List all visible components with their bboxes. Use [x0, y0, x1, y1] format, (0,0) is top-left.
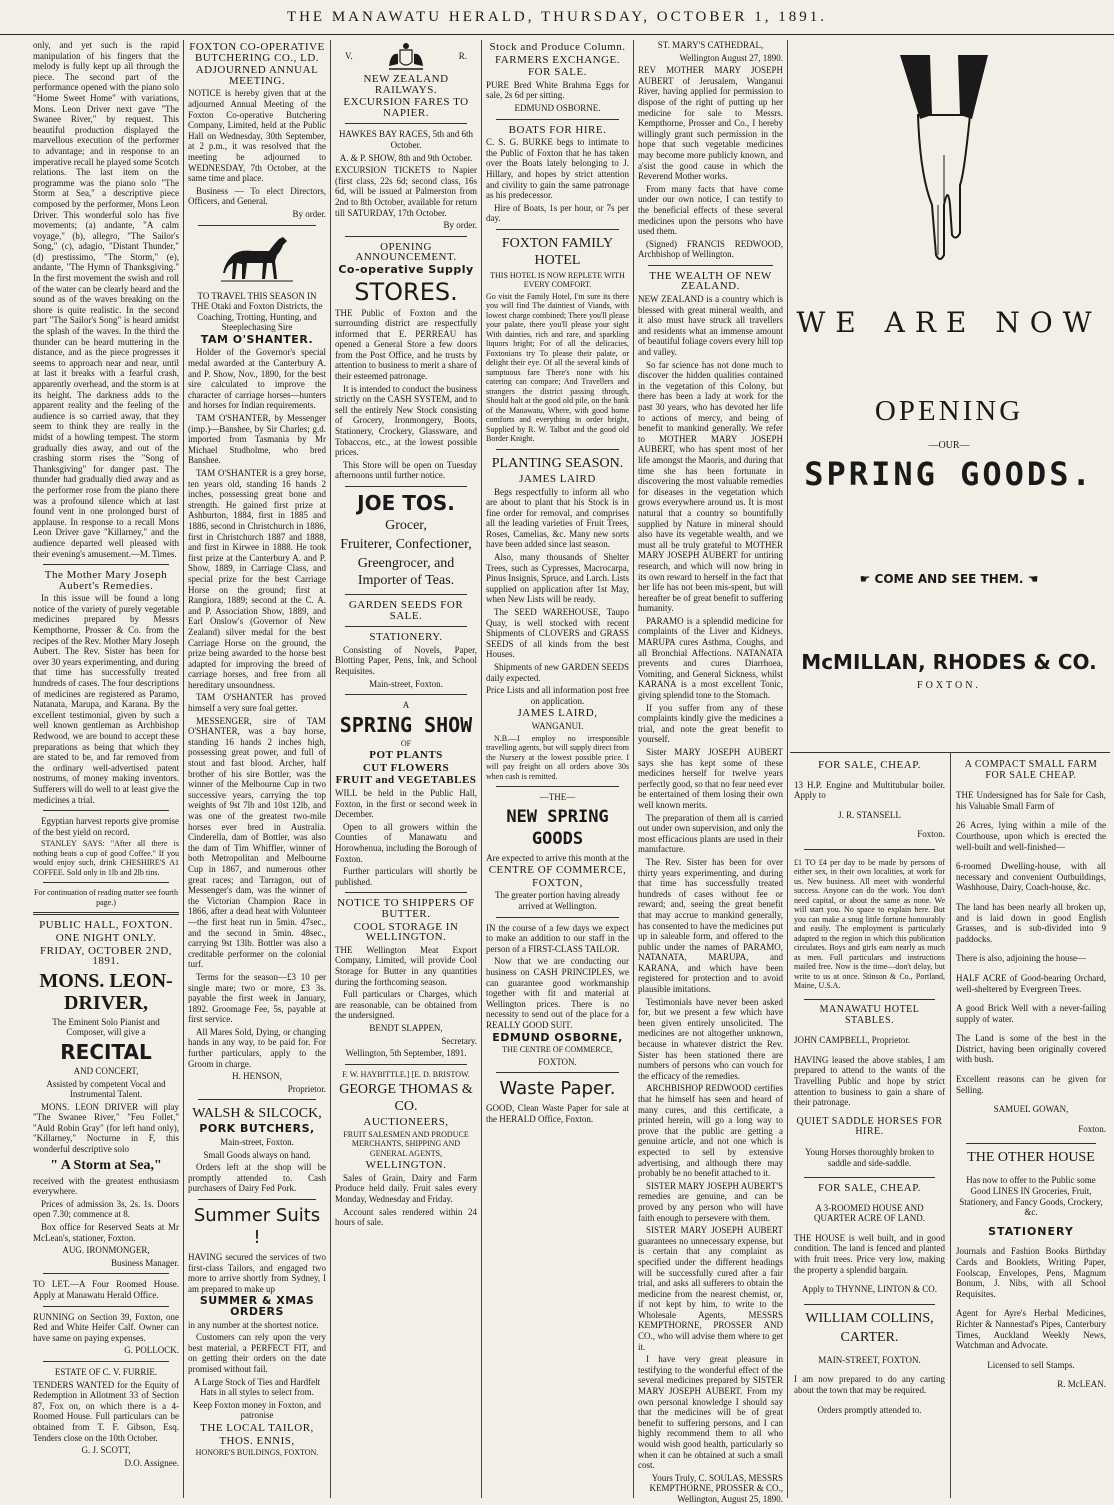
ad-firm-name: McMILLAN, RHODES & CO. [801, 650, 1097, 674]
column-rule [330, 40, 331, 1498]
article-signature: (Signed) FRANCIS REDWOOD, Archbishop of Wellington. [638, 238, 783, 260]
ad-text: Begs respectfully to inform all who are about to plant that his Stock is in fine order for removal, and comprises all the leading varieties of Fruit Trees, Roses, Camelias, &c. Many new sorts have been added since last season. [486, 486, 629, 550]
ad-callout [792, 572, 1106, 586]
ad-text: Now that we are conducting our business on CASH PRINCIPLES, we can guarantee good workmanship together with fit and material at Wellington prices. There is no necessity to send out of the place for a REALLY GOOD SUIT. [486, 956, 629, 1030]
divider [496, 229, 619, 230]
ad-signature: J. R. STANSELL [838, 809, 901, 820]
ad-text: received with the greatest enthusiasm everywhere. [33, 1175, 179, 1197]
ad-heading: OPENING ANNOUNCEMENT. [355, 240, 457, 264]
ad-subheading: SUMMER & XMAS ORDERS [199, 1294, 315, 1318]
ad-signature: THOS. ENNIS, [219, 1434, 295, 1447]
ad-signature: SAMUEL GOWAN, [993, 1104, 1069, 1115]
article-text: I have very great pleasure in testifying to the wonderful effect of the several medicines prepared by SISTER MARY JOSEPH AUBERT. From my own personal knowledge I should say that the medicines will be of great benefit to suffering persons, and I can highly recommend them to all who would wish good health, particularly so when it can be obtained at such a small cost. [638, 1354, 783, 1471]
ad-text: F. W. HAYBITTLE.] [E. D. BRISTOW. [342, 1069, 470, 1079]
ad-headline: OPENING [874, 395, 1024, 427]
ad-text: Are expected to arrive this month at the [486, 852, 629, 863]
article-text: SISTER MARY JOSEPH AUBERT guarantees no unnecessary expense, but is certain that any complaint as specified under the different headings will be successfully cured after a fair trial, and asks all sufferers to obtain the medicine from the nearest chemist, or, if not kept by him, to write to the Wholesale Agents, MESSRS KEMPTHORNE, PROSSER AND CO., who will advise them where to get it. [638, 1225, 783, 1352]
divider [804, 849, 935, 850]
divider [43, 564, 169, 565]
ad-text: PURE Bred White Brahma Eggs for sale, 2s 6d per sitting. [486, 79, 629, 101]
divider [804, 999, 935, 1000]
ad-subheading: AUCTIONEERS, [363, 1116, 449, 1129]
ad-heading: MANAWATU HOTEL STABLES. [819, 1003, 920, 1026]
ad-text: A [402, 700, 410, 711]
ad-text: Fruiterer, Confectioner, [340, 537, 472, 552]
ad-text: Small Goods always on hand. [203, 1149, 311, 1160]
divider [966, 1143, 1096, 1144]
divider [345, 892, 467, 893]
ad-text: OF [400, 738, 412, 748]
ad-title: WILLIAM COLLINS, [805, 1310, 934, 1326]
ad-title: STORES. [354, 277, 458, 306]
ad-title: Waste Paper. [499, 1078, 616, 1100]
divider [43, 1273, 169, 1274]
divider [496, 917, 619, 918]
ad-signature: AUG. IRONMONGER, [62, 1245, 150, 1256]
ad-text: All Mares Sold, Dying, or changing hands in any way, to be paid for. For further particulars, apply to the Groom in charge. [188, 1026, 326, 1069]
divider [33, 912, 179, 915]
masthead-title: THE MANAWATU HERALD, THURSDAY, OCTOBER 1, 1891. [286, 8, 828, 25]
column-3 [332, 40, 480, 1498]
ad-headline: WE ARE NOW [796, 306, 1102, 339]
ad-text: Further particulars will shortly be published. [335, 866, 477, 887]
ad-text: Sales of Grain, Dairy and Farm Produce held daily. Fruit sales every Monday, Wednesday and Friday. [335, 1172, 477, 1205]
ad-text: Consisting of Novels, Paper, Blotting Paper, Pens, Ink, and School Requisites. [335, 644, 477, 676]
ad-subheading: FRUIT and VEGETABLES [335, 774, 477, 787]
divider [345, 694, 467, 695]
ad-text: Open to all growers within the Counties of Manawatu and Horowhenua, including the Borough of Foxton. [335, 821, 477, 864]
ad-signature: R. McLEAN. [1057, 1379, 1106, 1390]
ad-text: Holder of the Governor's special medal awarded at the Canterbury A. and P. Show, Nov., 1890, for the best sire calculated to improve the character of carriage horses—hunters and horses for Indian requirements. [188, 347, 326, 411]
ad-title: " A Storm at Sea," [50, 1157, 162, 1173]
ad-text: GOOD, Clean Waste Paper for sale at the HERALD Office, Foxton. [486, 1103, 629, 1124]
ad-text: AND CONCERT, [73, 1065, 139, 1076]
ad-signature: HONORE'S BUILDINGS, FOXTON. [195, 1448, 319, 1458]
ad-signature: D.O. Assignee. [124, 1457, 179, 1468]
ad-signature: Foxton. [1078, 1123, 1106, 1134]
ad-text: Wellington, 5th September, 1891. [345, 1048, 467, 1059]
ad-title: FOXTON FAMILY HOTEL [501, 235, 614, 268]
ad-subheading: THE CENTRE OF COMMERCE, [502, 1045, 613, 1055]
ad-text: Also, many thousands of Shelter Trees, such as Cypresses, Macrocarpa, Pinus Insignis, Spruce, and Larch. Lists supplied on application after 1st May, when New Lists will be ready. [486, 552, 629, 605]
ad-text: —THE— [539, 792, 576, 803]
divider [43, 1361, 169, 1362]
ad-signature: EDMUND OSBORNE. [514, 102, 601, 113]
ad-subheading: CENTRE OF COMMERCE, [488, 864, 627, 877]
ad-text: Licensed to sell Stamps. [987, 1359, 1075, 1370]
divider [345, 486, 467, 487]
article-text: If you suffer from any of these complaints kindly give the medicines a trial, and note the great benefit to yourself. [638, 702, 783, 745]
ad-subheading: THIS HOTEL IS NOW REPLETE WITH EVERY COMFORT. [490, 270, 625, 290]
divider [496, 119, 619, 120]
ad-text: Assisted by competent Vocal and Instrumental Talent. [46, 1078, 166, 1100]
ad-text: THE Wellington Meat Export Company, Limited, will provide Cool Storage for Butter in any quantities during the forthcoming season. [335, 944, 477, 987]
ad-signature: By order. [292, 208, 326, 219]
ad-text: A Large Stock of Ties and Hardfelt Hats in all styles to select from. [193, 1376, 321, 1398]
divider [648, 265, 773, 266]
ad-text: HAWKES BAY RACES, 5th and 6th October. [338, 129, 474, 150]
ad-text: MONS. LEON DRIVER will play "The Swanee River," "Feu Follet," "Auld Robin Gray" (for left hand only), "Killarney," Nocturne in F, this wonderful descriptive solo [33, 1101, 179, 1155]
article-heading: THE WEALTH OF NEW ZEALAND. [649, 269, 772, 293]
horse-illustration-icon [217, 231, 297, 287]
ad-text: TAM O'SHANTER has proved himself a very sure foal getter. [188, 692, 326, 714]
ad-text: Greengrocer, and Importer of Teas. [357, 556, 455, 588]
ad-title: SPRING SHOW [339, 712, 473, 737]
ad-text: Has now to offer to the Public some Good LINES IN Groceries, Fruit, Stationery, and Fancy Goods, Crockery, &c. [959, 1175, 1103, 1218]
ad-text: The land has been nearly all broken up, and is laid down in good English Grasses, and is sub-divided into 9 paddocks. [956, 901, 1106, 944]
ad-text: I am now prepared to do any carting about the town that may be required. [794, 1374, 945, 1396]
ad-text: THE Public of Foxton and the surrounding district are respectfully informed that E. PERREAU has opened a General Store a few doors from the Post Office, and he trusts by attention to business to merit a share of their esteemed patronage. [335, 307, 477, 382]
divider [804, 1304, 935, 1305]
ad-date: FRIDAY, OCTOBER 2ND, 1891. [39, 944, 173, 968]
divider [345, 626, 467, 627]
ad-heading: FOXTON CO-OPERATIVE BUTCHERING CO., LD. [189, 41, 325, 64]
ad-subheading: PORK BUTCHERS, [199, 1122, 315, 1136]
ad-text: £1 TO £4 per day to be made by persons of either sex, in their own localities, at work for us. New business. All meet with wonderful success. Anyone can do the work. You don't need capital, or about the same as none. We will start you. No space to explain here. But you can make a snug little fortune honourably and easily. The employment is particularly adapted to the region in which this publication circulates. Boys and girls earn nearly as much as men. Full particulars and instructions mailed free. Now is the time—don't delay, but write to us at once. Stinson & Co., Portland, Maine, U.S.A. [794, 857, 945, 991]
ad-text: NOTICE is hereby given that at the adjourned Annual Meeting of the Foxton Co-operative Butchering Company, Limited, held at the Public Hall on Wednesday, 30th September, at 2 p.m., it was resolved that the meeting be adjourned to WEDNESDAY, 7th October, at the same time and place. [188, 88, 326, 184]
ad-text: This Store will be open on Tuesday afternoons until further notice. [335, 459, 477, 481]
ad-heading: GARDEN SEEDS FOR SALE. [348, 599, 464, 622]
ad-text: THE HOUSE is well built, and in good condition. The land is fenced and planted with fruit trees. Price very low, making the property a splendid bargain. [794, 1232, 945, 1275]
ad-heading: BOATS FOR HIRE. [508, 123, 607, 136]
ad-text: IN the course of a few days we expect to make an addition to our staff in the person of a FIRST-CLASS TAILOR. [486, 922, 629, 954]
column-rule [950, 752, 951, 1498]
divider [496, 786, 619, 787]
ad-text: Young Horses thoroughly broken to saddle and side-saddle. [804, 1146, 935, 1168]
ad-text: Shipments of new GARDEN SEEDS daily expected. [486, 662, 629, 683]
article-text: So far science has not done much to discover the hidden qualities contained in the vegetation of this Colony, but there has been a lady at work for the past 30 years, who has devoted her life to actions of mercy, and being of benefit to mankind generally. We refer to MOTHER MARY JOSEPH AUBERT, who has spent most of her life amongst the Maoris, and during that time she has been fortunate in discovering the most valuable remedies for diseases in the vegetation which grows everywhere around us. It is most natural that a country so bountifully supplied by Nature in mineral should also have its vegetable wealth, and we must all be truly grateful to MOTHER MARY JOSEPH AUBERT for untiring research, and which will now bring in its own reward to herself in the fact that her life has not been mis-spent, but will hereafter be of great benefit to suffering humanity. [638, 359, 783, 614]
ad-verse: Go visit the Family Hotel, I'm sure its there you will find The daintiest of Viands, with lowest charge combined; There you'll please your palate, there you'll please your sight With dainties, rich and rare, and sparkling liquors bright; For of all the delicacies, Foxtonians try To please their palate, or delight their eye. Of all the several kinds of sumptuous fare There's none with his catering can compare; And Travellers and strangers the district passing through, Should halt at the good old pile, on the bank of the Manawatu, Where, with good home comforts and everything in order bright, Supplied by R. W. Talbot and the good old Border Knight. [486, 291, 629, 444]
article-text: ARCHBISHOP REDWOOD certifies that he himself has seen and heard of many cures, and this certificate, a printed herein, will go a long way to prove that the public are getting a genuine article, and not one which is expected to sell by extensive advertising, and although there may probably be no benefit attached to it. [638, 1083, 783, 1179]
ad-signature: G. POLLOCK. [124, 1345, 179, 1356]
ad-subheading: ONE NIGHT ONLY. [55, 931, 157, 944]
ad-title: Summer Suits ! [193, 1205, 321, 1248]
ad-text: Customers can rely upon the very best material, a PERFECT FIT, and on getting their orders on the date promised without fail. [188, 1332, 326, 1374]
ad-subheading: FOXTON, [532, 876, 583, 889]
ad-signature: Secretary. [441, 1035, 477, 1046]
ad-text: HALF ACRE of Good-bearing Orchard, well-sheltered by Evergreen Trees. [956, 972, 1106, 994]
ad-text: Orders promptly attended to. [817, 1404, 922, 1415]
divider [345, 123, 467, 124]
royal-arms-header [335, 40, 477, 72]
article-signature: Yours Truly, C. SOULAS, MESSRS KEMPTHORNE, PROSSER & CO., Wellington, August 25, 1890. [649, 1472, 783, 1504]
ad-heading: STATIONERY. [369, 631, 443, 644]
ad-heading: FOR SALE, CHEAP. [818, 1182, 921, 1195]
ad-text: Journals and Fashion Books Birthday Cards and Booklets, Writing Paper, Foolscap, Envelopes, Pens, Magnum Bonum, J. Nibs, with all School Requisites. [956, 1246, 1106, 1299]
article-text: In this issue will be found a long notice of the variety of purely vegetable medicines prepared by Messrs Kempthorne, Prosser & Co. from the recipes of the Rev. Mother Mary Joseph Aubert. The Rev. Sister has been for over 30 years experimenting, and during that time has successfully treated hundreds of cases. The four descriptions of medicines are registered as Paramo, Natanata, Marupa, and Karana. By the excellent testimonial, given by such a well known gentleman as Archbishop Redwood, we are bound to accept these preparations as being that which they are stated to be, and far removed from the ordinary well-advertised patent nostrums, of money making inventors. Sufferers will do well to at least give the medicines a trial. [33, 593, 179, 805]
ad-text: Prices of admission 3s, 2s. 1s. Doors open 7.30; commence at 8. [33, 1198, 179, 1220]
ad-title: THE OTHER HOUSE [967, 1150, 1095, 1166]
divider [43, 1306, 169, 1307]
divider [345, 236, 467, 237]
ad-text: EXCURSION TICKETS to Napier (first class, 22s 6d; second class, 16s 6d, will be issued at Palmerston from 2nd to 8th October, available for return till SATURDAY, 17th October. [335, 165, 477, 218]
ad-subheading: JAMES LAIRD [519, 472, 596, 485]
divider [496, 449, 619, 450]
ad-subheading: FOR SALE. [528, 66, 587, 79]
ad-text: RUNNING on Section 39, Foxton, one Red and White Heifer Calf. Owner can have same on paying expenses. [33, 1311, 179, 1343]
divider [345, 1064, 467, 1065]
ad-signature: Apply to THYNNE, LINTON & CO. [802, 1284, 937, 1295]
ad-text: A. & P. SHOW, 8th and 9th October. [339, 152, 473, 163]
ad-text: 26 Acres, lying within a mile of the Courthouse, upon which is erected the well-built and well-finished— [956, 820, 1106, 852]
ad-text: Grocer, [385, 518, 427, 533]
ad-text: Main-street, Foxton. [220, 1137, 294, 1148]
ad-title: GEORGE THOMAS & CO. [339, 1082, 473, 1115]
divider [43, 810, 169, 811]
ad-text: V. [345, 50, 353, 61]
ad-title: CARTER. [840, 1329, 899, 1345]
ad-text: Terms for the season—£3 10 per single mare; two or more, £3 3s. payable the first week in January, 1892. Groomage Fee, 5s, payable at first service. [188, 971, 326, 1025]
ad-text: The greater portion having already arrived at Wellington. [495, 890, 620, 912]
article-text: NEW ZEALAND is a country which is blessed with great mineral wealth, and it also must have struck all travellers and residents what an immense amount of beautiful foliage covers every hill top and valley. [638, 294, 783, 358]
ad-subheading: Co-operative Supply [338, 262, 474, 276]
article-text: Sister MARY JOSEPH AUBERT says she has kept some of these medicines herself for twelve years perfectly good, so that no fear need ever be entertained of them losing their own well known merits. [638, 747, 783, 810]
divider [198, 225, 316, 226]
ad-text: The Eminent Solo Pianist and Composer, will give a [52, 1016, 160, 1038]
ad-text: The Land is some of the best in the District, having been originally covered with bush. [956, 1033, 1106, 1065]
ad-signature: WANGANUI. [531, 720, 584, 731]
ad-subheading: QUIET SADDLE HORSES FOR HIRE. [796, 1115, 943, 1138]
ad-headline: SPRING GOODS. [804, 455, 1094, 493]
ad-text: FRUIT SALESMEN AND PRODUCE MERCHANTS, SHIPPING AND GENERAL AGENTS, [343, 1129, 469, 1158]
ad-title: THE LOCAL TAILOR, [200, 1421, 314, 1434]
ad-heading: FARMERS EXCHANGE. [494, 53, 621, 66]
ad-signature: By order. [443, 220, 477, 231]
ad-heading: FOR SALE, CHEAP. [818, 759, 921, 771]
ad-subheading: ADJOURNED ANNUAL MEETING. [195, 64, 319, 87]
ad-signature: JAMES LAIRD, [517, 707, 598, 720]
column-rule [481, 40, 482, 1498]
ad-signature: Foxton. [917, 829, 945, 840]
ad-signature: BENDT SLAPPEN, [369, 1022, 443, 1033]
ad-text: HAVING secured the services of two first-class Tailors, and engaged two more to arrive shortly from Sydney, I am prepared to make up [188, 1252, 326, 1294]
divider [345, 594, 467, 595]
article-text: STANLEY SAYS: "After all there is nothing beats a cup of good Coffee." If you would enjoy such, drink CHESHIRE'S A1 COFFEE. Sold only in 1lb and 2lb tins. [33, 839, 179, 877]
ad-text: Excellent reasons can be given for Selling. [956, 1074, 1106, 1095]
ad-text: Agent for Ayre's Herbal Medicines, Richter & Nannestad's Pipes, Canterbury Times, Auckland Weekly News, Watchman and Advocate. [956, 1308, 1106, 1351]
pointing-hand-icon [880, 55, 1010, 265]
article-heading: The Mother Mary Joseph Aubert's Remedies. [44, 569, 168, 592]
ad-heading: ESTATE OF C. V. FURRIE. [54, 1366, 158, 1377]
column-1 [30, 40, 182, 1498]
ad-text: 13 H.P. Engine and Multitubular boiler. Apply to [794, 779, 945, 801]
ad-location: FOXTON. [917, 680, 981, 691]
column-4 [483, 40, 632, 1498]
ad-text: A good Brick Well with a never-failing supply of water. [956, 1003, 1106, 1024]
royal-coat-of-arms-icon [383, 40, 429, 72]
ad-title: JOE TOS. [357, 491, 455, 515]
article-text: SISTER MARY JOSEPH AUBERT'S remedies are genuine, and can be proved by any person who will have faith enough to persevere with them. [638, 1180, 783, 1223]
ad-heading: A COMPACT SMALL FARM FOR SALE CHEAP. [964, 759, 1098, 781]
ad-title: TAM O'SHANTER. [200, 332, 314, 346]
ad-title: PLANTING SEASON. [491, 455, 624, 471]
ad-text: Full particulars or Charges, which are reasonable, can be obtained from the undersigned. [335, 989, 477, 1021]
ad-title: EDMUND OSBORNE, [492, 1030, 623, 1044]
sub-column-right [952, 758, 1110, 1498]
ad-signature: Proprietor. [287, 1083, 326, 1094]
ad-subheading: A 3-ROOMED HOUSE AND QUARTER ACRE OF LAND. [814, 1202, 925, 1224]
ad-title: RECITAL [60, 1039, 152, 1064]
ad-text: Business — To elect Directors, Officers, and General. [188, 185, 326, 207]
ad-subheading: POT PLANTS [369, 749, 443, 762]
pointing-finger-icon: ☚ [1023, 572, 1039, 586]
ad-subheading: WELLINGTON. [365, 1159, 447, 1172]
ad-heading: PUBLIC HALL, FOXTON. [39, 919, 173, 932]
divider [198, 1199, 316, 1200]
ad-text: —OUR— [928, 440, 970, 451]
article-text: Egyptian harvest reports give promise of the best yield on record. [33, 816, 179, 837]
divider [496, 1072, 619, 1073]
ad-title: WALSH & SILCOCK, [192, 1106, 322, 1122]
ad-title: NEW SPRING GOODS [506, 806, 609, 849]
ad-subheading: MAIN-STREET, FOXTON. [818, 1354, 921, 1365]
ad-text: in any number at the shortest notice. [188, 1319, 319, 1330]
ad-heading: NEW ZEALAND RAILWAYS. [363, 73, 449, 96]
ad-signature: G. J. SCOTT, [81, 1445, 131, 1456]
ad-text: THE Undersigned has for Sale for Cash, his Valuable Small Farm of [956, 790, 1106, 811]
column-5 [635, 40, 786, 1504]
ad-text: TO LET.—A Four Roomed House. Apply at Manawatu Herald Office. [33, 1279, 179, 1300]
article-heading: ST. MARY'S CATHEDRAL, [657, 40, 764, 50]
ad-text: TAM O'SHANTER is a grey horse, ten years old, standing 16 hands 2 inches, possessing great bone and strength. He gained first prize at Ashburton, 1884, first in 1885 and 1886, second in Christchurch in 1886, first in Christchurch 1887 and 1888, and first in Kirwee in 1888. He took first prize at the Canterbury A. and P. Show, 1889, in Carriage Class, and special prize for the best Carriage Horse on the ground; first at Rangiora, 1889; second at the C. A. and P. Association Show, 1889, and Earl Onslow's (Governor of New Zealand) silver medal for the best Carriage Horse on the ground, the prize being awarded to the horse best adapted for improving the breed of carriage horses, and free from all hereditary unsoundness. [188, 468, 326, 690]
ad-text: TENDERS WANTED for the Equity of Redemption in Allotment 33 of Section 87, Fox on, on which there is a 4-Roomed House. Full particulars can be obtained from T. F. Gibson, Esq. Tenders close on the 10th October. [33, 1379, 179, 1443]
ad-heading: NOTICE TO SHIPPERS OF BUTTER. [337, 897, 475, 920]
divider [198, 1099, 316, 1100]
ad-signature: H. HENSON, [232, 1071, 282, 1082]
ad-title: MONS. LEON-DRIVER, [39, 969, 173, 1014]
article-text: Testimonials have never been asked for, but we present a few which have been given entirely unsolicited. The medicines are not altogether unknown, because in whatever district the Rev. Sister has been stationed there are numbers of persons who can vouch for the efficacy of the remedies. [638, 996, 783, 1081]
article-text: only, and yet such is the rapid manipulation of his fingers that the melody is fully kept up all through the piece. The second part of the performance opened with the piano solo "Home Sweet Home" with variations, Mons. Leon Driver next gave "The Swanee River," by request. This beautiful production displayed the marvellous execution of the performer to advantage; and in response to an imperative recall he played some Scotch relations. The last item on the programme was the piano solo "The Storm at Sea," a descriptive piece composed by the performer, Mons Leon Driver. This wonderful solo has five movements; (a) andante, "A calm voyage," (b), allegro, "The Sailor's Song," (c), adagio, "Distant Thunder," (d) prestissimo, "The Storm," (e), andante, "The Hymn of Thanksgiving." In the first movement the swish and roll of the water can be clearly heard and the sound as of the waves breaking on the shore is quite realistic. In the second part "The Sailor's Song" is heard amidst the splash of the waves. In the third the thunder can be heard muttering in the distance, and as the piece progresses it seems to approach near and near, until at last it breaks with a fearful crash, apparently overhead, and the storm is at its height. The darkness adds to the apparent reality and the feeling of the audience is so carried away, that they seem to think they are really in the midst of a howling tempest. The storm gradually dies away, and out of the crashing storm rises the "Song of Thanksgiving" for danger past. The thunder had gradually died away and as the performer rose from the piano there was a profound silence which at last found vent in one prolonged burst of applause. In response to a recall Mons Leon Driver gave "Killarney," and the audience departed well pleased with their evening's amusement.—M. Times. [33, 40, 179, 559]
continuation-note: For continuation of reading matter see fourth page.) [34, 888, 178, 907]
ad-text: MESSENGER, sire of TAM O'SHANTER, was a bay horse, standing 16 hands 2 inches high, possessing great power, and full of stout and fast blood. Archer, half brother of his sire Bottler, was the winner of the Melbourne Cup in two successive years, carrying the top weights of 9st 7lb and 10st 12lb, and was one of the greatest two-mile horses ever bred in Australia. Cinderella, dam of Bottler, was also the dam of Tim Whiffler, winner of both Metropolitan and Melbourne Cup in 1867, and numerous other great races; and Tarragon, out of Messenger's dam, was the winner of the Victorian Champion Race in 1866, after a dead heat with Volunteer—the first heat run in 5min. 47sec., and the second in 5min. 48sec., carrying 9st 13lb. Bottler was also a creditable performer on the colonial turf. [188, 715, 326, 970]
column-rule [183, 40, 184, 1498]
ad-callout-text: COME AND SEE THEM. [874, 572, 1024, 586]
ad-text: N.B.—I employ no irresponsible travelling agents, but will supply direct from the Nursery at the lowest possible price. I will pay freight on all orders above 30s when cash is remitted. [486, 733, 629, 781]
ad-text: Box office for Reserved Seats at Mr McLean's, stationer, Foxton. [33, 1222, 179, 1243]
ad-text: TAM O'SHANTER, by Messenger (imp.)—Banshee, by Sir Charles; g.d. imported from Tasmania by Mr Michael Studholme, who bred Banshee. [188, 413, 326, 466]
article-text: REV MOTHER MARY JOSEPH AUBERT of Jerusalem, Wanganui River, having applied for permission to dispose of the right of putting up her medicine for sale to Messrs. Kempthorne, Prosser and Co., I hereby willingly grant such permission in the hope that such vegetable medicines may become more publicly known, and a'sist the good cause in which the Reverend Mother works. [638, 65, 783, 182]
ad-subheading: FOXTON. [538, 1056, 577, 1067]
article-date: Wellington August 27, 1890. [679, 52, 783, 63]
column-rule [633, 40, 634, 1498]
ad-text: HAVING leased the above stables, I am prepared to attend to the wants of the Travelling Public and hope by strict attention to business to gain a share of their patronage. [794, 1054, 945, 1108]
article-text: The Rev. Sister has been for over thirty years experimenting, and during that time has successfully treated hundreds of cases without fee or reward; and, seeing the great benefit that may accrue to mankind generally, has consented to have the medicines put up in saleable form, and offered to the public under the names of PARAMO, NATANATA, MARUPA, and KARANA, and which have been registered for protection and to avoid plausible imitations. [638, 856, 783, 995]
ad-text: Keep Foxton money in Foxton, and patronise [193, 1399, 321, 1421]
article-text: From many facts that have come under our own notice, I can testify to the beneficial effects of these several medicines upon the persons who have used them. [638, 183, 783, 237]
ad-text: WILL be held in the Public Hall, Foxton, in the first or second week in December. [335, 788, 477, 820]
ad-subheading: EXCURSION FARES TO NAPIER. [343, 96, 469, 119]
ad-text: Main-street, Foxton. [369, 678, 443, 689]
ad-text: R. [458, 50, 467, 61]
divider [804, 1177, 935, 1178]
ad-subheading: STATIONERY [988, 1224, 1074, 1238]
column-heading: Stock and Produce Column. [489, 41, 626, 53]
ad-text: Account sales rendered within 24 hours of sale. [335, 1206, 477, 1228]
ad-text: C. S. G. BURKE begs to intimate to the Public of Foxton that he has taken over the Boats lately belonging to J. Hillary, and hopes by strict attention and civility to gain the same patronage as his predecessor. [486, 137, 629, 201]
column-rule [787, 40, 788, 1498]
ad-text: TO TRAVEL THIS SEASON IN THE Otaki and Foxton Districts, the Coaching, Trotting, Hunting, and Steeplechasing Sire [191, 290, 323, 333]
ad-text: Hire of Boats, 1s per hour, or 7s per day. [486, 202, 629, 224]
article-text: The preparation of them all is carried out under own supervision, and only the most efficacious plants are used in their manufacture. [638, 812, 783, 855]
ad-text: 6-roomed Dwelling-house, with all necessary and convenient Outbuildings, Washhouse, Dairy, Coach-house, &c. [956, 861, 1106, 893]
ad-subheading: COOL STORAGE IN WELLINGTON. [353, 920, 459, 944]
ad-text: It is intended to conduct the business strictly on the CASH SYSTEM, and to sell the entirely New Stock consisting of Grocery, Ironmongery, Boots, Stationery, Crockery, Glassware, and Tobaccos, etc., at the lowest possible prices. [335, 383, 477, 458]
pointing-finger-icon: ☛ [859, 572, 875, 586]
ad-text: There is also, adjoining the house— [956, 953, 1086, 964]
article-text: PARAMO is a splendid medicine for complaints of the Liver and Kidneys. MARUPA cures Asthma, Coughs, and all Bronchial Affections. NATANATA prevents and cures Diarrhoea, Vomiting, and General Sickness, whilst KARANA is a most excellent Tonic, giving splendid tone to the Stomach. [638, 615, 783, 701]
divider [43, 882, 169, 883]
ad-signature: Business Manager. [111, 1257, 179, 1268]
ad-subheading: CUT FLOWERS [362, 761, 450, 774]
column-2 [185, 40, 329, 1498]
sub-column-left [790, 758, 949, 1498]
ad-text: Orders left at the shop will be promptly attended to. Cash purchasers of Dairy Fed Pork. [188, 1162, 326, 1194]
ad-text: Price Lists and all information post free on application. [486, 685, 629, 706]
ad-text: JOHN CAMPBELL, Proprietor. [794, 1035, 911, 1046]
ad-text: The SEED WAREHOUSE, Taupo Quay, is well stocked with recent Shipments of CLOVERS and GRASS SEEDS of all kinds from the best Houses. [486, 607, 629, 660]
masthead [0, 0, 1114, 35]
